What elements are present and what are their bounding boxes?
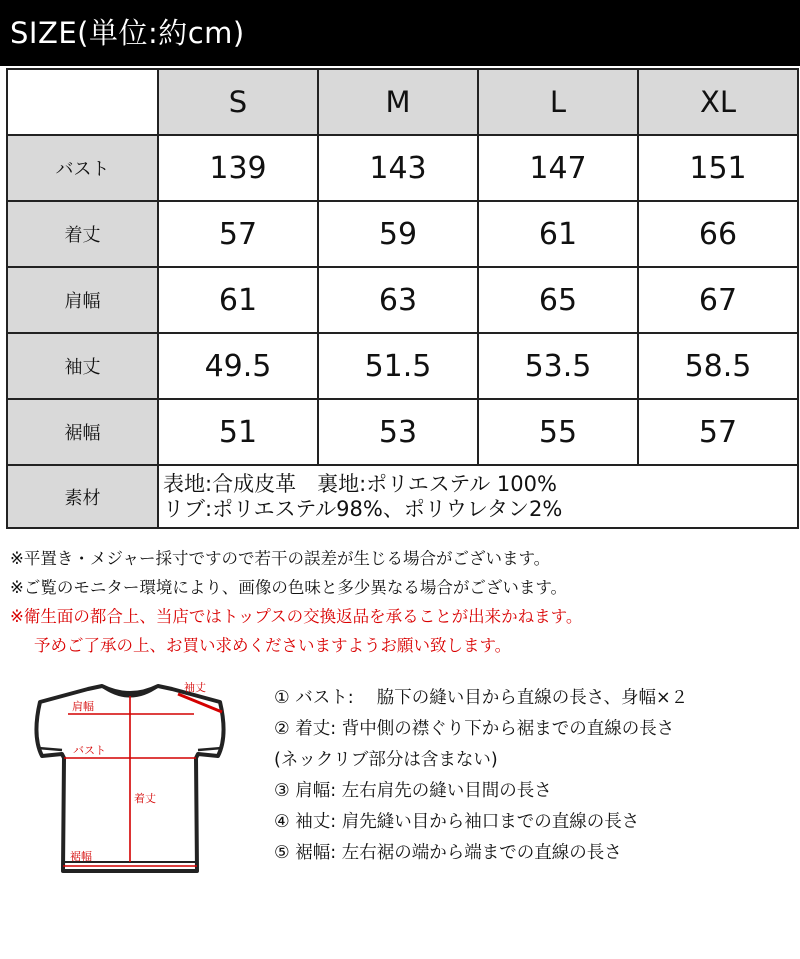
table-cell: 57 (158, 201, 318, 267)
table-cell: 139 (158, 135, 318, 201)
table-cell: 66 (638, 201, 798, 267)
table-cell: 58.5 (638, 333, 798, 399)
legend-item-length: ② 着丈: 背中側の襟ぐり下から裾までの直線の長さ (274, 719, 675, 739)
table-row-sleeve (7, 333, 798, 399)
table-row-hem (7, 399, 798, 465)
table-cell: 143 (318, 135, 478, 201)
table-cell: 65 (478, 267, 638, 333)
table-cell: 61 (478, 201, 638, 267)
table-cell: 59 (318, 201, 478, 267)
note-measurement: ※平置き・メジャー採寸ですので若干の誤差が生じる場合がございます。 (10, 549, 551, 568)
table-cell: 151 (638, 135, 798, 201)
legend-item-bust: ① バスト: 脇下の縫い目から直線の長さ、身幅×２ (274, 688, 689, 708)
table-cell: 61 (158, 267, 318, 333)
row-label: 袖丈 (7, 333, 158, 399)
diagram-label-shoulder: 肩幅 (72, 700, 94, 713)
table-cell: 53 (318, 399, 478, 465)
diagram-label-bust: バスト (73, 744, 106, 757)
table-cell: 53.5 (478, 333, 638, 399)
notes (10, 544, 800, 660)
legend-item-hem: ⑤ 裾幅: 左右裾の端から端までの直線の長さ (274, 843, 622, 863)
material-line-2: リブ:ポリエステル98%、ポリウレタン2% (163, 496, 563, 521)
table-cell: 67 (638, 267, 798, 333)
note-return-policy: ※衛生面の都合上、当店ではトップスの交換返品を承ることが出来かねます。 (10, 607, 583, 626)
corner-cell (7, 69, 158, 135)
diagram-label-sleeve: 袖丈 (184, 681, 206, 694)
table-cell: 51.5 (318, 333, 478, 399)
note-monitor: ※ご覧のモニター環境により、画像の色味と多少異なる場合がございます。 (10, 578, 568, 597)
legend-item-length-note: (ネックリブ部分は含まない) (274, 750, 498, 770)
size-header-l: L (478, 69, 638, 135)
page-title: SIZE(単位:約cm) (0, 0, 800, 66)
size-header-row (7, 69, 798, 135)
table-row-material (7, 465, 798, 528)
table-cell: 51 (158, 399, 318, 465)
note-return-policy-cont: 予めご了承の上、お買い求めくださいますようお願い致します。 (34, 636, 512, 655)
table-row-bust (7, 135, 798, 201)
measurement-legend (274, 683, 794, 869)
size-header-m: M (318, 69, 478, 135)
table-cell: 63 (318, 267, 478, 333)
diagram-label-hem: 裾幅 (70, 850, 92, 863)
table-cell: 147 (478, 135, 638, 201)
legend-item-sleeve: ④ 袖丈: 肩先縫い目から袖口までの直線の長さ (274, 812, 640, 832)
row-label: 着丈 (7, 201, 158, 267)
legend-item-shoulder: ③ 肩幅: 左右肩先の縫い目間の長さ (274, 781, 552, 801)
size-header-xl: XL (638, 69, 798, 135)
table-row-length (7, 201, 798, 267)
diagram-label-length: 着丈 (134, 792, 156, 805)
tshirt-measure-diagram (18, 676, 240, 881)
row-label: 裾幅 (7, 399, 158, 465)
row-label: 素材 (7, 465, 158, 528)
table-cell: 57 (638, 399, 798, 465)
table-row-shoulder (7, 267, 798, 333)
table-cell: 49.5 (158, 333, 318, 399)
row-label: 肩幅 (7, 267, 158, 333)
size-header-s: S (158, 69, 318, 135)
material-cell (158, 465, 798, 528)
material-line-1: 表地:合成皮革 裏地:ポリエステル 100% (163, 471, 557, 496)
size-table (6, 68, 799, 529)
table-cell: 55 (478, 399, 638, 465)
row-label: バスト (7, 135, 158, 201)
